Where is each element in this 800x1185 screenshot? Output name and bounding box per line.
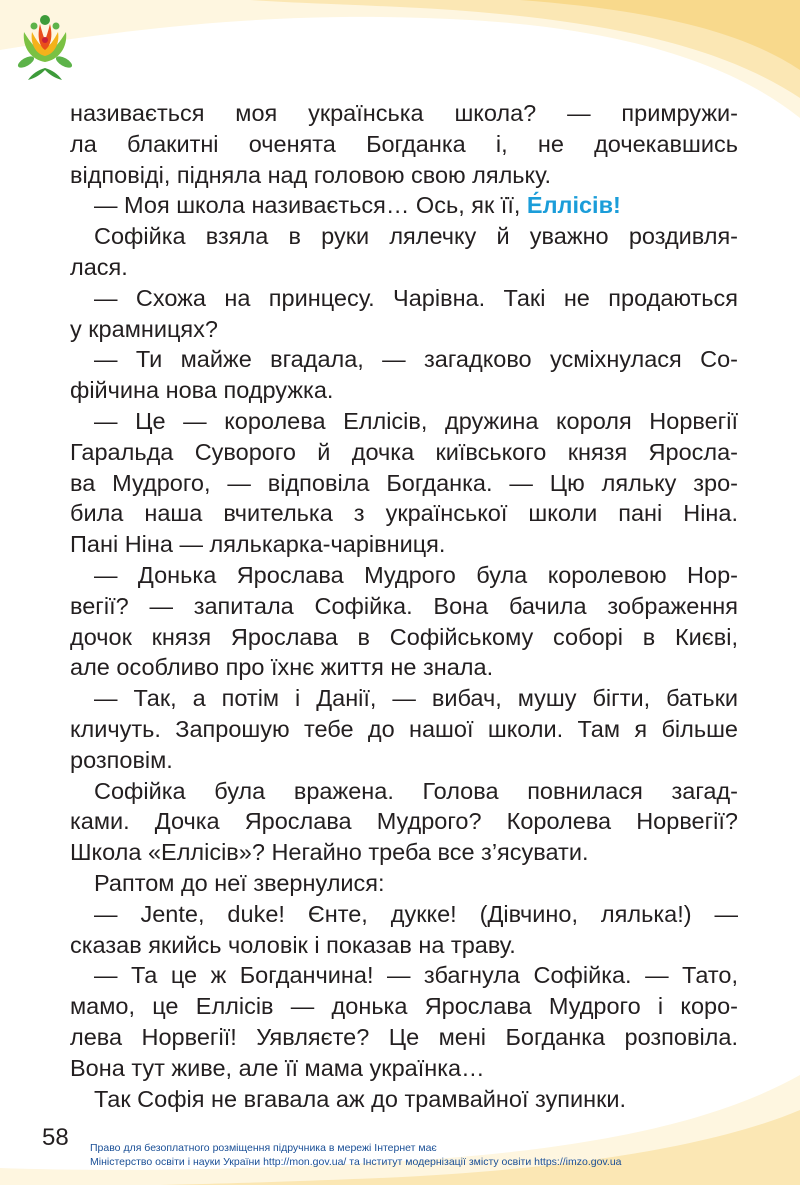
text-line: сказав якийсь чоловік і показав на траву. <box>70 931 516 958</box>
text-line-start: — Моя школа називається… Ось, як її, <box>94 192 521 219</box>
footer-copyright <box>90 1141 622 1169</box>
text-line: кличуть. Запрошую тебе до нашої школи. Там я більше <box>70 715 738 742</box>
text-line <box>70 190 738 221</box>
text-line: — Ти майже вгадала, — загадково усміхнулася Со- <box>94 346 738 373</box>
text-line: мамо, це Еллісів — донька Ярослава Мудрого і коро- <box>70 993 738 1020</box>
text-line: розповім. <box>70 746 173 773</box>
footer-line: Міністерство освіти і науки України http://mon.gov.ua/ та Інститут модернізації змісту освіти https://imzo.gov.ua <box>90 1156 622 1168</box>
text-line: Вона тут живе, але її мама українка… <box>70 1054 485 1081</box>
text-line: лева Норвегії! Уявляєте? Це мені Богданка розповіла. <box>70 1023 738 1050</box>
highlight-word: Е́ллісів! <box>526 192 621 219</box>
text-line: — Так, а потім і Данії, — вибач, мушу бігти, батьки <box>94 685 738 712</box>
text-line: Так Софія не вгавала аж до трамвайної зупинки. <box>94 1085 627 1112</box>
text-line: ва Мудрого, — відповіла Богданка. — Цю ляльку зро- <box>70 469 738 496</box>
text-line: ла блакитні оченята Богданка і, не дочекавшись <box>70 130 738 157</box>
text-line: — Схожа на принцесу. Чарівна. Такі не продаються <box>94 284 738 311</box>
story-text <box>70 98 738 1114</box>
text-line: відповіді, підняла над головою свою ляльку. <box>70 161 552 188</box>
text-line: дочок князя Ярослава в Софійському соборі в Києві, <box>70 623 738 650</box>
text-line: била наша вчителька з української школи пані Ніна. <box>70 500 738 527</box>
text-line: Раптом до неї звернулися: <box>94 869 385 896</box>
text-line: — Це — королева Еллісів, дружина короля Норвегії <box>94 407 738 434</box>
text-line: — Та це ж Богданчина! — збагнула Софійка. — Тато, <box>94 962 738 989</box>
petrykivka-flower-icon <box>14 10 76 82</box>
text-line: але особливо про їхнє життя не знала. <box>70 654 494 681</box>
text-line: Гаральда Суворого й дочка київського князя Яросла- <box>70 438 738 465</box>
text-line: Софійка взяла в руки лялечку й уважно роздивля- <box>94 223 738 250</box>
text-line: Софійка була вражена. Голова повнилася загад- <box>94 777 738 804</box>
text-line: вегії? — запитала Софійка. Вона бачила зображення <box>70 592 738 619</box>
text-line: Школа «Еллісів»? Негайно треба все з’ясувати. <box>70 839 589 866</box>
text-line: фійчина нова подружка. <box>70 377 334 404</box>
text-line: лася. <box>70 253 128 280</box>
footer-line: Право для безоплатного розміщення підручника в мережі Інтернет має <box>90 1142 437 1154</box>
text-line: у крамницях? <box>70 315 218 342</box>
text-line: називається моя українська школа? — примружи- <box>70 100 738 126</box>
text-line: ками. Дочка Ярослава Мудрого? Королева Норвегії? <box>70 808 738 835</box>
page-number: 58 <box>42 1124 69 1151</box>
text-line: Пані Ніна — лялькарка-чарівниця. <box>70 531 446 558</box>
text-line: — Jente, duke! Єнте, дукке! (Дівчино, лялька!) — <box>94 900 738 927</box>
text-line: — Донька Ярослава Мудрого була королевою Нор- <box>94 561 738 588</box>
